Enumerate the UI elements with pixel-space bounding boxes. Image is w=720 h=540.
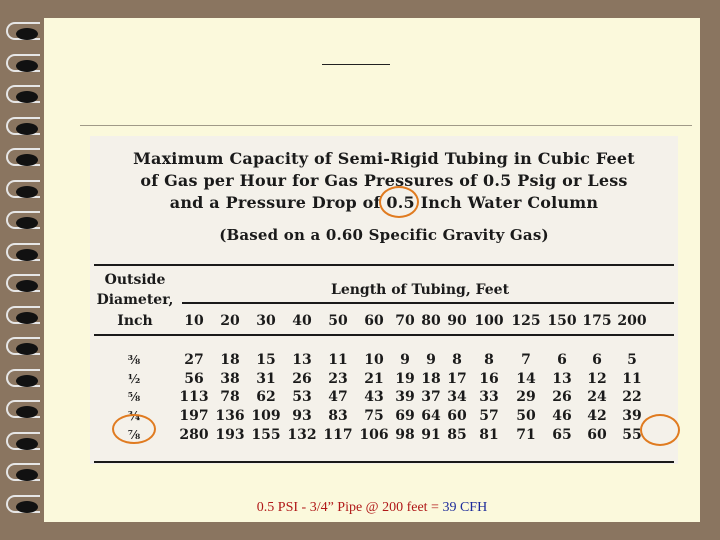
- capacity-cell: 64: [421, 408, 441, 424]
- binding-ring: [16, 438, 38, 450]
- caption-value: 39 CFH: [442, 500, 488, 515]
- binding-ring: [16, 501, 38, 513]
- capacity-cell: 27: [184, 352, 204, 368]
- slide-page: [44, 18, 700, 522]
- capacity-cell: 18: [220, 352, 240, 368]
- capacity-cell: 5: [627, 352, 637, 368]
- table-title-line-3: and a Pressure Drop of 0.5 Inch Water Column: [169, 193, 599, 212]
- diameter-cell: ¾: [127, 409, 141, 423]
- capacity-cell: 106: [359, 427, 389, 443]
- capacity-cell: 117: [323, 427, 353, 443]
- capacity-cell: 14: [516, 371, 536, 387]
- title-placeholder-line: [322, 64, 390, 65]
- binding-ring: [16, 123, 38, 135]
- capacity-cell: 93: [292, 408, 312, 424]
- pressure-drop-highlight-circle: [379, 186, 419, 218]
- capacity-cell: 71: [516, 427, 536, 443]
- capacity-cell: 13: [292, 352, 312, 368]
- capacity-cell: 60: [447, 408, 467, 424]
- length-header-cell: 60: [364, 313, 384, 329]
- capacity-cell: 33: [479, 389, 499, 405]
- binding-ring: [16, 406, 38, 418]
- capacity-cell: 24: [587, 389, 607, 405]
- capacity-cell: 21: [364, 371, 384, 387]
- capacity-cell: 55: [622, 427, 642, 443]
- capacity-cell: 75: [364, 408, 384, 424]
- capacity-cell: 60: [587, 427, 607, 443]
- capacity-cell: 6: [557, 352, 567, 368]
- capacity-cell: 6: [592, 352, 602, 368]
- capacity-cell: 39: [395, 389, 415, 405]
- binding-ring: [16, 469, 38, 481]
- capacity-cell: 65: [552, 427, 572, 443]
- capacity-cell: 42: [587, 408, 607, 424]
- capacity-cell: 29: [516, 389, 536, 405]
- capacity-cell: 9: [426, 352, 436, 368]
- binding-ring: [16, 343, 38, 355]
- binding-ring: [16, 280, 38, 292]
- diameter-header-line-1: Outside: [104, 272, 166, 288]
- divider-rule: [80, 125, 692, 126]
- capacity-cell: 17: [447, 371, 467, 387]
- binding-ring: [16, 60, 38, 72]
- binding-ring: [16, 91, 38, 103]
- binding-ring: [16, 28, 38, 40]
- capacity-cell: 113: [179, 389, 209, 405]
- length-header-cell: 175: [582, 313, 612, 329]
- capacity-cell: 132: [287, 427, 317, 443]
- capacity-cell: 85: [447, 427, 467, 443]
- capacity-table-image: [90, 136, 678, 464]
- capacity-cell: 13: [552, 371, 572, 387]
- capacity-cell: 155: [251, 427, 281, 443]
- capacity-cell: 98: [395, 427, 415, 443]
- table-top-rule: [94, 264, 674, 266]
- binding-ring: [16, 154, 38, 166]
- capacity-cell: 83: [328, 408, 348, 424]
- capacity-cell: 53: [292, 389, 312, 405]
- capacity-cell: 39: [622, 408, 642, 424]
- capacity-cell: 8: [452, 352, 462, 368]
- capacity-cell: 81: [479, 427, 499, 443]
- binding-ring: [16, 186, 38, 198]
- capacity-cell: 19: [395, 371, 415, 387]
- capacity-cell: 31: [256, 371, 276, 387]
- caption-prefix: 0.5 PSI - 3/4” Pipe @ 200 feet =: [256, 500, 443, 515]
- capacity-cell: 280: [179, 427, 209, 443]
- capacity-cell: 47: [328, 389, 348, 405]
- capacity-cell: 26: [292, 371, 312, 387]
- length-header-cell: 30: [256, 313, 276, 329]
- capacity-cell: 46: [552, 408, 572, 424]
- capacity-cell: 197: [179, 408, 209, 424]
- length-header: Length of Tubing, Feet: [330, 282, 510, 298]
- capacity-cell: 10: [364, 352, 384, 368]
- diameter-cell: ⅜: [127, 353, 141, 367]
- capacity-cell: 8: [484, 352, 494, 368]
- diameter-header-line-2: Diameter,: [96, 292, 174, 308]
- length-header-cell: 100: [474, 313, 504, 329]
- table-subtitle: (Based on a 0.60 Specific Gravity Gas): [219, 226, 549, 244]
- binding-ring: [16, 217, 38, 229]
- capacity-cell: 11: [622, 371, 642, 387]
- capacity-cell: 18: [421, 371, 441, 387]
- three-quarter-inch-highlight-circle: [112, 414, 156, 444]
- capacity-cell: 136: [215, 408, 245, 424]
- capacity-cell: 9: [400, 352, 410, 368]
- caption: [44, 500, 700, 516]
- capacity-cell: 22: [622, 389, 642, 405]
- capacity-cell: 57: [479, 408, 499, 424]
- capacity-cell: 23: [328, 371, 348, 387]
- header-bottom-rule: [94, 334, 674, 336]
- capacity-cell: 50: [516, 408, 536, 424]
- diameter-cell: ⅝: [127, 390, 141, 404]
- capacity-cell: 26: [552, 389, 572, 405]
- length-header-cell: 150: [547, 313, 577, 329]
- length-header-cell: 40: [292, 313, 312, 329]
- capacity-cell: 193: [215, 427, 245, 443]
- length-header-cell: 10: [184, 313, 204, 329]
- length-header-cell: 50: [328, 313, 348, 329]
- length-header-cell: 80: [421, 313, 441, 329]
- length-header-cell: 125: [511, 313, 541, 329]
- capacity-cell: 78: [220, 389, 240, 405]
- capacity-cell: 12: [587, 371, 607, 387]
- capacity-cell: 15: [256, 352, 276, 368]
- table-bottom-rule: [94, 461, 674, 463]
- table-title-line-1: Maximum Capacity of Semi-Rigid Tubing in Cubic Feet: [133, 149, 635, 168]
- diameter-header-line-3: Inch: [117, 313, 153, 329]
- capacity-cell: 109: [251, 408, 281, 424]
- capacity-cell: 7: [521, 352, 531, 368]
- capacity-cell: 37: [421, 389, 441, 405]
- diameter-cell: ⅞: [127, 428, 141, 442]
- capacity-cell: 38: [220, 371, 240, 387]
- binding-ring: [16, 312, 38, 324]
- capacity-cell: 34: [447, 389, 467, 405]
- binding-ring: [16, 375, 38, 387]
- table-title-line-2: of Gas per Hour for Gas Pressures of 0.5 Psig or Less: [140, 171, 628, 190]
- length-header-cell: 200: [617, 313, 647, 329]
- capacity-cell: 16: [479, 371, 499, 387]
- capacity-cell: 43: [364, 389, 384, 405]
- binding-ring: [16, 249, 38, 261]
- length-header-cell: 70: [395, 313, 415, 329]
- capacity-cell: 56: [184, 371, 204, 387]
- length-header-cell: 20: [220, 313, 240, 329]
- value-39-highlight-circle: [640, 414, 680, 446]
- diameter-cell: ½: [127, 372, 141, 386]
- capacity-cell: 11: [328, 352, 348, 368]
- length-header-cell: 90: [447, 313, 467, 329]
- capacity-cell: 62: [256, 389, 276, 405]
- length-header-rule: [182, 302, 674, 304]
- capacity-cell: 69: [395, 408, 415, 424]
- capacity-cell: 91: [421, 427, 441, 443]
